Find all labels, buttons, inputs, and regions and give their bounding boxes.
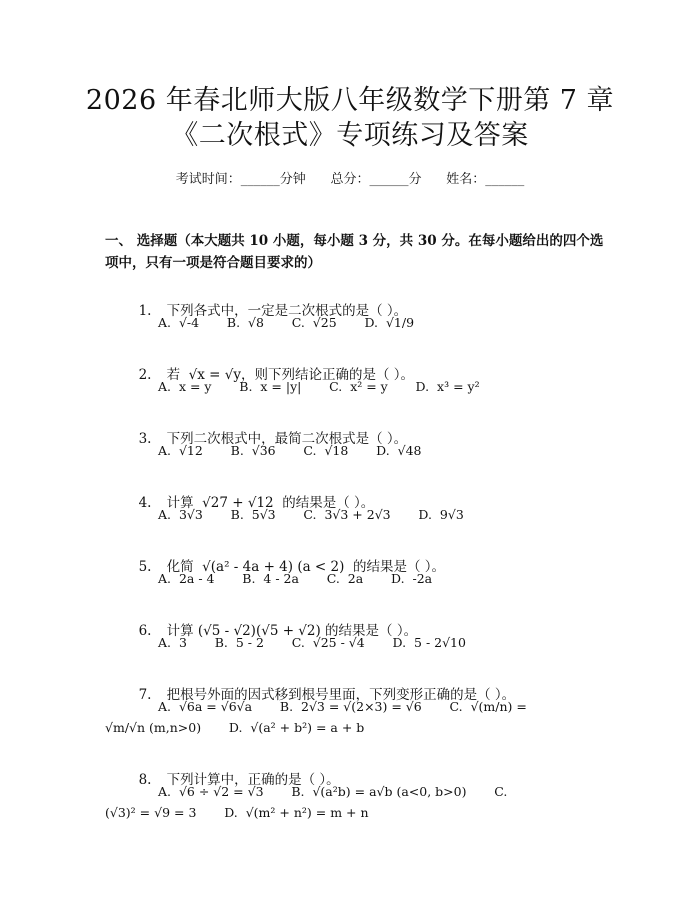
question-number: 3.	[138, 431, 152, 447]
question-number: 4.	[138, 495, 152, 511]
page-subtitle: 《二次根式》专项练习及答案	[171, 120, 529, 151]
question-5-options: A. 2a - 4 B. 4 - 2a C. 2a D. -2a	[158, 571, 433, 586]
question-stem: 下列计算中，正确的是（ ）。	[166, 772, 340, 788]
question-stem: 下列二次根式中，最简二次根式是（ ）。	[166, 431, 408, 447]
question-number: 7.	[138, 687, 152, 703]
question-stem: 若 √x = √y，则下列结论正确的是（ ）。	[166, 367, 415, 383]
question-stem: 把根号外面的因式移到根号里面，下列变形正确的是（ ）。	[166, 687, 516, 703]
question-number: 5.	[138, 559, 152, 575]
question-number: 2.	[138, 367, 152, 383]
question-1	[130, 283, 407, 319]
question-8	[130, 752, 340, 788]
question-number: 8.	[138, 772, 152, 788]
question-number: 1.	[138, 303, 152, 319]
question-7-options: A. √6a = √6√a B. 2√3 = √(2×3) = √6 C. √(m/n) =	[158, 699, 527, 714]
question-7-options-wrap: √m/√n (m,n>0) D. √(a² + b²) = a + b	[105, 720, 365, 735]
question-stem: 下列各式中，一定是二次根式的是（ ）。	[166, 303, 408, 319]
question-2	[130, 347, 414, 383]
question-stem: 计算 (√5 - √2)(√5 + √2) 的结果是（ ）。	[166, 623, 418, 639]
question-1-options: A. √-4 B. √8 C. √25 D. √1/9	[158, 315, 415, 330]
question-4-options: A. 3√3 B. 5√3 C. 3√3 + 2√3 D. 9√3	[158, 507, 464, 522]
question-6-options: A. 3 B. 5 - 2 C. √25 - √4 D. 5 - 2√10	[158, 635, 466, 650]
question-4	[130, 475, 374, 511]
question-stem: 化简 √(a² - 4a + 4) (a < 2) 的结果是（ ）。	[166, 559, 446, 575]
question-number: 6.	[138, 623, 152, 639]
question-3-options: A. √12 B. √36 C. √18 D. √48	[158, 443, 422, 458]
question-3	[130, 411, 407, 447]
exam-meta: 考试时间：______分钟 总分：______分 姓名：______	[175, 172, 525, 187]
question-5	[130, 539, 445, 575]
question-2-options: A. x = y B. x = |y| C. x² = y D. x³ = y²	[158, 379, 480, 394]
question-7	[130, 667, 515, 703]
page-title: 2026 年春北师大版八年级数学下册第 7 章	[85, 85, 615, 116]
question-8-options: A. √6 ÷ √2 = √3 B. √(a²b) = a√b (a<0, b>0) C.	[158, 784, 508, 799]
section-heading: 一、 选择题（本大题共 10 小题，每小题 3 分，共 30 分。在每小题给出的四个选项中，只有一项是符合题目要求的）	[105, 233, 604, 271]
question-8-options-wrap: (√3)² = √9 = 3 D. √(m² + n²) = m + n	[105, 805, 369, 820]
question-6	[130, 603, 417, 639]
question-stem: 计算 √27 + √12 的结果是（ ）。	[166, 495, 375, 511]
